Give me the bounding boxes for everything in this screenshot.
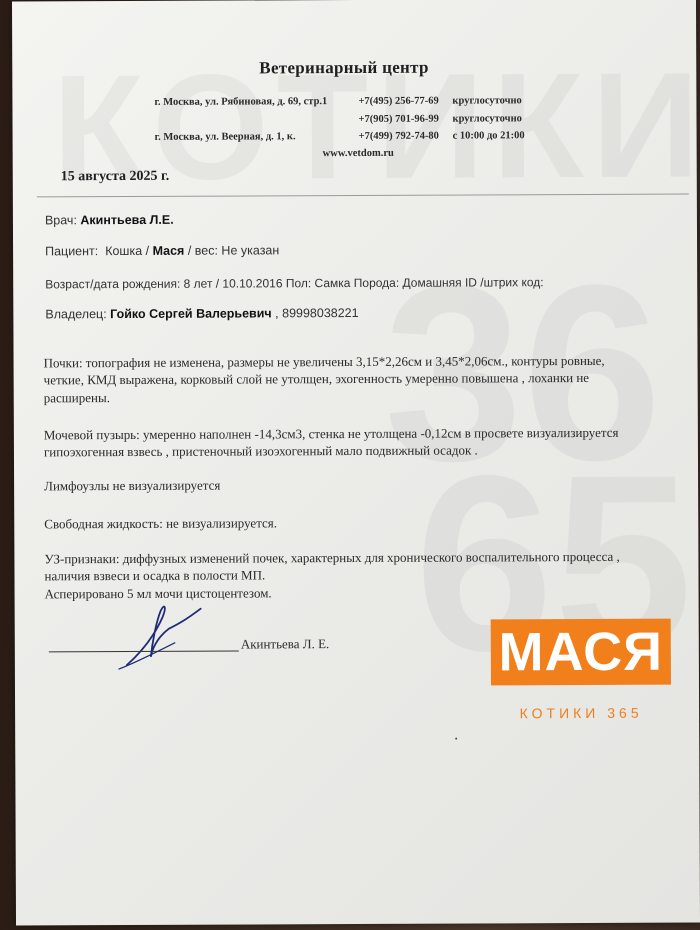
clinic-title: Ветеринарный центр xyxy=(259,57,429,78)
handwritten-signature xyxy=(105,599,215,671)
patient-name: Мася xyxy=(152,243,185,258)
age-line: Возраст/дата рождения: 8 лет / 10.10.2016 Пол: Самка Порода: Домашняя ID /штрих код: xyxy=(45,275,544,292)
bladder-line-1: Мочевой пузырь: умеренно наполнен -14,3см3, стенка не утолщена -0,12см в просвете визуализируется xyxy=(43,424,619,443)
conclusion-line-1: УЗ-признаки: диффузных изменений почек, характерных для хронического воспалительного процесса , xyxy=(44,548,620,567)
patient-species: Кошка / xyxy=(105,243,150,259)
kidneys-line-2: четкие, КМД выражена, корковый слой не утолщен, эхогенность умеренно повышена , лоханки не xyxy=(43,369,590,388)
clinic-address-1: г. Москва, ул. Рябиновая, д. 69, стр.1 xyxy=(154,96,328,108)
weight-label: / вес: xyxy=(187,243,218,258)
owner-row xyxy=(45,306,358,321)
masya-logo: МАСЯ xyxy=(491,619,671,686)
logo-subtitle: КОТИКИ 365 xyxy=(519,704,643,722)
doctor-name: Акинтьева Л.Е. xyxy=(80,212,174,228)
signature-name: Акинтьева Л. Е. xyxy=(240,636,330,652)
kidneys-line-1: Почки: топография не изменена, размеры не увеличены 3,15*2,26см и 3,45*2,06см., контуры ровные, xyxy=(43,352,605,371)
clinic-phone-1-note: круглосуточно xyxy=(452,95,522,107)
ink-speck xyxy=(455,738,457,740)
header-divider xyxy=(37,194,689,198)
conclusion-line-2: наличия взвеси и осадка в полости МП. xyxy=(44,567,266,584)
conclusion-line-3: Асперировано 5 мл мочи цистоцентезом. xyxy=(44,585,272,602)
doctor-label: Врач: xyxy=(44,213,77,228)
patient-label: Пациент: xyxy=(45,244,99,259)
clinic-address-2: г. Москва, ул. Веерная, д. 1, к. xyxy=(154,131,296,143)
doctor-row xyxy=(45,213,174,228)
clinic-phone-1: +7(495) 256-77-69 xyxy=(358,95,439,107)
clinic-phone-3-note: с 10:00 до 21:00 xyxy=(452,130,525,142)
bladder-line-2: гипоэхогенная взвесь , пристеночный изоэхогенный мало подвижный осадок . xyxy=(43,442,478,460)
owner-name: Гойко Сергей Валерьевич xyxy=(110,306,272,322)
clinic-website: www.vetdom.ru xyxy=(322,147,394,160)
free-fluid-line: Свободная жидкость: не визуализируется. xyxy=(44,515,278,532)
document-sheet xyxy=(12,0,700,925)
weight-value: Не указан xyxy=(221,243,280,258)
clinic-phone-2-note: круглосуточно xyxy=(452,113,522,125)
owner-label: Владелец: xyxy=(45,307,107,322)
patient-row xyxy=(45,243,279,258)
lymph-nodes-line: Лимфоузлы не визуализируется xyxy=(44,477,221,494)
document-date: 15 августа 2025 г. xyxy=(60,168,170,185)
clinic-phone-3: +7(499) 792-74-80 xyxy=(358,130,439,142)
clinic-phone-2: +7(905) 701-96-99 xyxy=(358,113,439,125)
kidneys-line-3: расширены. xyxy=(43,390,110,406)
owner-phone: , 89998038221 xyxy=(275,305,359,321)
